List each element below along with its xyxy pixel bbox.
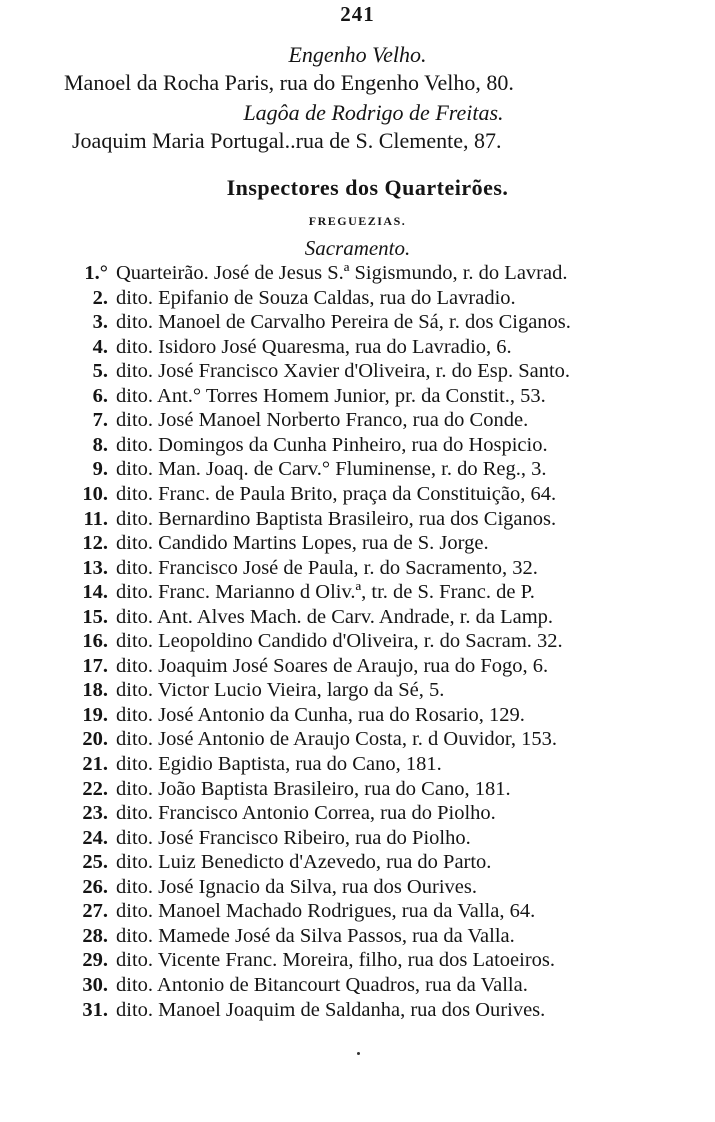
entry-text: dito. Ant. Alves Mach. de Carv. Andrade, r. da Lamp.	[116, 605, 554, 628]
entry-number: 15.	[82, 605, 108, 628]
list-item	[0, 458, 715, 482]
list-item	[0, 360, 715, 384]
list-item	[0, 311, 715, 335]
entry-text: dito. Mamede José da Silva Passos, rua da Valla.	[116, 924, 515, 947]
entry-text: dito. Man. Joaq. de Carv.° Fluminense, r. do Reg., 3.	[116, 458, 547, 481]
entry-text: dito. Vicente Franc. Moreira, filho, rua dos Latoeiros.	[116, 949, 556, 972]
entry-text: dito. Manoel de Carvalho Pereira de Sá, r. dos Ciganos.	[116, 311, 571, 334]
list-item	[0, 778, 715, 802]
section-entry-engenho-velho: Manoel da Rocha Paris, rua do Engenho Velho, 80.	[64, 70, 514, 95]
entry-number: 14.	[82, 581, 108, 604]
entry-number: 11.	[83, 507, 108, 530]
list-item	[0, 704, 715, 728]
list-item	[0, 999, 715, 1023]
section-title-engenho-velho: Engenho Velho.	[288, 42, 427, 67]
section-title-lagoa: Lagôa de Rodrigo de Freitas.	[243, 100, 504, 125]
list-item	[0, 900, 715, 924]
entry-number: 10.	[82, 482, 108, 505]
entry-text: dito. Epifanio de Souza Caldas, rua do Lavradio.	[116, 286, 516, 309]
list-item	[0, 630, 715, 654]
list-item	[0, 557, 715, 581]
entry-text: dito. Manoel Machado Rodrigues, rua da Valla, 64.	[116, 900, 536, 923]
entry-text: dito. Manoel Joaquim de Saldanha, rua dos Ourives.	[116, 998, 546, 1021]
entry-number: 3.	[92, 311, 108, 334]
list-item	[0, 409, 715, 433]
main-heading: Inspectores dos Quarteirões.	[226, 175, 509, 200]
ink-speck	[357, 1052, 360, 1055]
entry-text: dito. Domingos da Cunha Pinheiro, rua do Hospicio.	[116, 433, 548, 456]
section-entry-lagoa: Joaquim Maria Portugal..rua de S. Clemente, 87.	[72, 128, 502, 153]
list-item	[0, 434, 715, 458]
list-item	[0, 753, 715, 777]
entry-text: dito. Ant.° Torres Homem Junior, pr. da Constit., 53.	[116, 384, 546, 407]
list-item	[0, 581, 715, 605]
entry-number: 17.	[82, 654, 108, 677]
entry-number: 30.	[82, 973, 108, 996]
entry-number: 28.	[82, 924, 108, 947]
entry-number: 19.	[82, 703, 108, 726]
entry-text: dito. Antonio de Bitancourt Quadros, rua da Valla.	[116, 973, 528, 996]
entry-number: 18.	[82, 679, 108, 702]
list-item	[0, 974, 715, 998]
entry-number: 9.	[92, 458, 108, 481]
entry-number: 22.	[82, 777, 108, 800]
subheading-freguezias: FREGUEZIAS.	[308, 214, 407, 228]
entry-text: dito. Victor Lucio Vieira, largo da Sé, 5.	[116, 679, 445, 702]
entry-number: 4.	[92, 335, 108, 358]
entry-text: Quarteirão. José de Jesus S.ª Sigismundo, r. do Lavrad.	[116, 262, 568, 284]
entry-text: dito. José Francisco Ribeiro, rua do Piolho.	[116, 826, 471, 849]
entry-text: dito. Francisco José de Paula, r. do Sacramento, 32.	[116, 556, 538, 579]
list-item	[0, 655, 715, 679]
entry-number: 5.	[92, 360, 108, 383]
entry-text: dito. José Manoel Norberto Franco, rua do Conde.	[116, 409, 529, 432]
entry-number: 29.	[82, 949, 108, 972]
entry-number: 24.	[82, 826, 108, 849]
entry-text: dito. Isidoro José Quaresma, rua do Lavradio, 6.	[116, 335, 512, 358]
entry-text: dito. Franc. de Paula Brito, praça da Constituição, 64.	[116, 482, 557, 505]
entry-number: 16.	[82, 630, 108, 653]
page-number: 241	[340, 2, 375, 26]
list-item	[0, 385, 715, 409]
list-item	[0, 483, 715, 507]
list-item	[0, 802, 715, 826]
list-item	[0, 851, 715, 875]
list-item	[0, 532, 715, 556]
entry-text: dito. João Baptista Brasileiro, rua do Cano, 181.	[116, 777, 511, 800]
list-item	[0, 262, 715, 286]
list-item	[0, 508, 715, 532]
entry-text: dito. Egidio Baptista, rua do Cano, 181.	[116, 753, 442, 775]
entry-text: dito. José Antonio de Araujo Costa, r. d Ouvidor, 153.	[116, 728, 558, 751]
entry-number: 12.	[82, 532, 108, 555]
entry-text: dito. Luiz Benedicto d'Azevedo, rua do Parto.	[116, 851, 492, 874]
entry-text: dito. José Francisco Xavier d'Oliveira, r. do Esp. Santo.	[116, 360, 571, 383]
entry-number: 26.	[82, 875, 108, 898]
parish-title: Sacramento.	[304, 236, 411, 260]
entry-number: 25.	[82, 851, 108, 874]
list-item	[0, 606, 715, 630]
entry-text: dito. Candido Martins Lopes, rua de S. Jorge.	[116, 532, 489, 555]
entry-number: 31.	[82, 998, 108, 1021]
entry-number: 7.	[92, 409, 108, 432]
entry-text: dito. Bernardino Baptista Brasileiro, rua dos Ciganos.	[116, 507, 557, 530]
list-item	[0, 679, 715, 703]
entry-number: 13.	[82, 556, 108, 579]
list-item	[0, 336, 715, 360]
entry-text: dito. José Antonio da Cunha, rua do Rosario, 129.	[116, 703, 525, 726]
entry-text: dito. Francisco Antonio Correa, rua do Piolho.	[116, 802, 496, 825]
list-item	[0, 876, 715, 900]
list-item	[0, 949, 715, 973]
entry-text: dito. José Ignacio da Silva, rua dos Ourives.	[116, 875, 477, 898]
entry-number: 27.	[82, 900, 108, 923]
list-item	[0, 287, 715, 311]
entry-number: 23.	[82, 802, 108, 825]
entry-number: 8.	[92, 433, 108, 456]
entry-text: dito. Joaquim José Soares de Araujo, rua do Fogo, 6.	[116, 654, 549, 677]
list-item	[0, 728, 715, 752]
entry-number: 21.	[82, 753, 108, 775]
entry-text: dito. Leopoldino Candido d'Oliveira, r. do Sacram. 32.	[116, 630, 563, 653]
entry-number: 20.	[82, 728, 108, 751]
list-item	[0, 827, 715, 851]
entry-text: dito. Franc. Marianno d Oliv.ª, tr. de S. Franc. de P.	[116, 581, 535, 604]
entry-number: 2.	[92, 286, 108, 309]
entry-number: 6.	[92, 384, 108, 407]
entry-number: 1.°	[84, 262, 108, 284]
list-item	[0, 925, 715, 949]
